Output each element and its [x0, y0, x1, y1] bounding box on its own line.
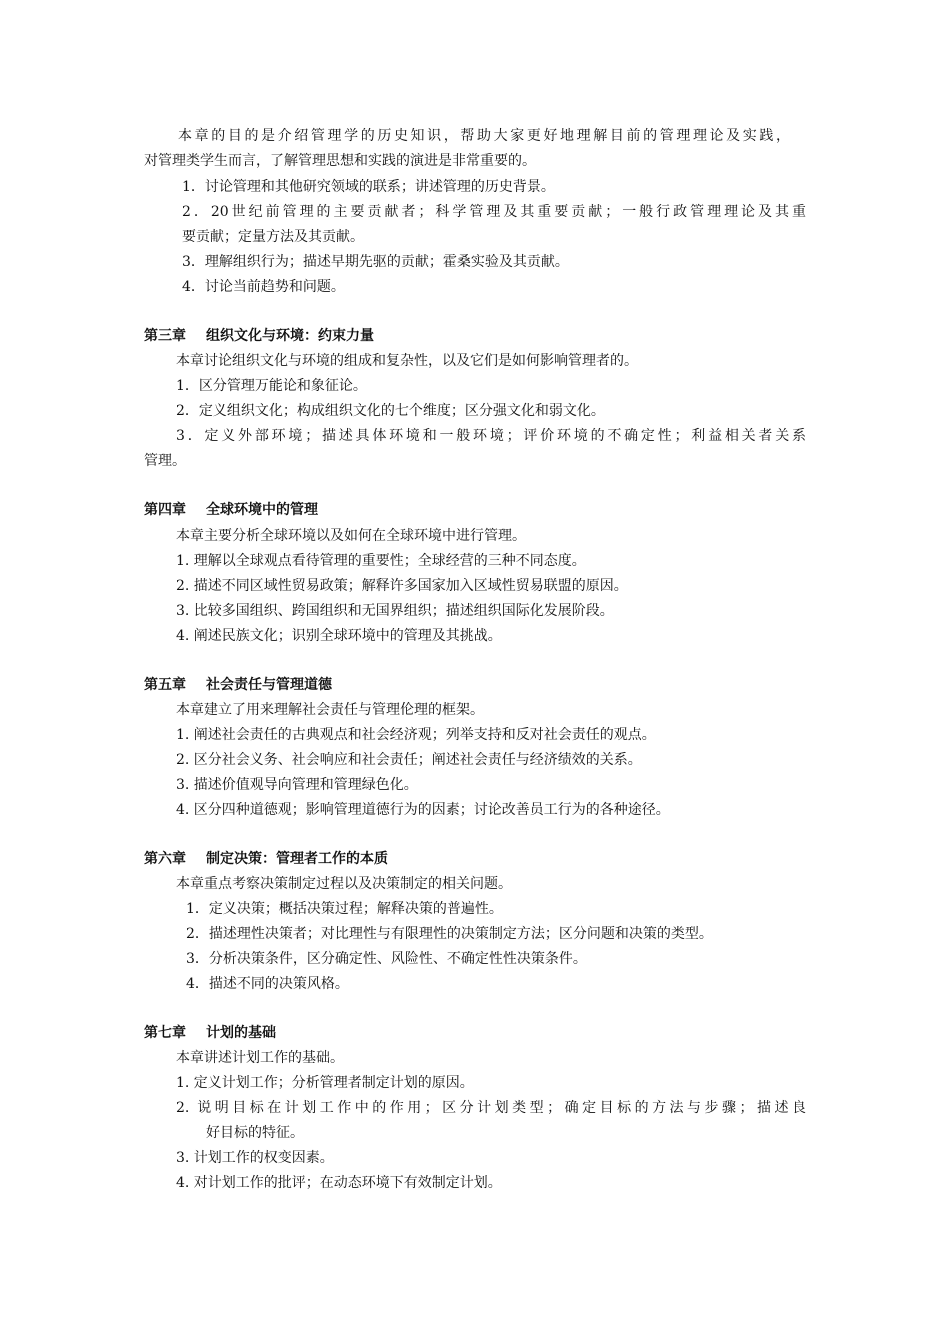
chapter-6-summary: 本章重点考察决策制定过程以及决策制定的相关问题。: [176, 876, 512, 892]
chapter-4-item-3: 3. 比较多国组织、跨国组织和无国界组织；描述组织国际化发展阶段。: [176, 603, 614, 619]
chapter-6-heading: [144, 849, 388, 869]
intro-item-3: 3．理解组织行为；描述早期先驱的贡献；霍桑实验及其贡献。: [182, 254, 569, 270]
chapter-3-item-3-line1: 3．定义外部环境；描述具体环境和一般环境；评价环境的不确定性；利益相关者关系: [176, 428, 806, 444]
chapter-5-number: 第五章: [144, 677, 186, 693]
chapter-7-item-2-line1: 2. 说明目标在计划工作中的作用；区分计划类型；确定目标的方法与步骤；描述良: [176, 1100, 806, 1116]
chapter-6-number: 第六章: [144, 851, 186, 867]
chapter-4-heading: [144, 500, 318, 520]
chapter-5-item-4: 4. 区分四种道德观；影响管理道德行为的因素；讨论改善员工行为的各种途径。: [176, 802, 670, 818]
chapter-3-title: 组织文化与环境：约束力量: [206, 328, 374, 344]
intro-paragraph-line1: 本章的目的是介绍管理学的历史知识，帮助大家更好地理解目前的管理理论及实践，: [178, 128, 790, 144]
chapter-5-item-1: 1. 阐述社会责任的古典观点和社会经济观；列举支持和反对社会责任的观点。: [176, 727, 656, 743]
chapter-5-heading: [144, 675, 332, 695]
intro-item-2-line2: 要贡献；定量方法及其贡献。: [182, 229, 364, 245]
chapter-5-item-2: 2. 区分社会义务、社会响应和社会责任；阐述社会责任与经济绩效的关系。: [176, 752, 642, 768]
chapter-6-item-4: 4．描述不同的决策风格。: [186, 976, 349, 992]
chapter-7-number: 第七章: [144, 1025, 186, 1041]
intro-paragraph-line2: 对管理类学生而言，了解管理思想和实践的演进是非常重要的。: [144, 153, 536, 169]
intro-item-4: 4．讨论当前趋势和问题。: [182, 279, 345, 295]
chapter-3-heading: [144, 326, 374, 346]
chapter-5-summary: 本章建立了用来理解社会责任与管理伦理的框架。: [176, 702, 484, 718]
chapter-4-item-2: 2. 描述不同区域性贸易政策；解释许多国家加入区域性贸易联盟的原因。: [176, 578, 628, 594]
chapter-7-item-3: 3. 计划工作的权变因素。: [176, 1150, 334, 1166]
chapter-4-item-1: 1. 理解以全球观点看待管理的重要性；全球经营的三种不同态度。: [176, 553, 586, 569]
intro-item-2-line1: 2．20世纪前管理的主要贡献者；科学管理及其重要贡献；一般行政管理理论及其重: [182, 204, 806, 220]
chapter-5-item-3: 3. 描述价值观导向管理和管理绿色化。: [176, 777, 418, 793]
chapter-4-summary: 本章主要分析全球环境以及如何在全球环境中进行管理。: [176, 528, 526, 544]
chapter-7-heading: [144, 1023, 276, 1043]
chapter-7-title: 计划的基础: [206, 1025, 276, 1041]
chapter-7-item-1: 1. 定义计划工作；分析管理者制定计划的原因。: [176, 1075, 474, 1091]
chapter-6-item-1: 1．定义决策；概括决策过程；解释决策的普遍性。: [186, 901, 503, 917]
chapter-3-item-1: 1．区分管理万能论和象征论。: [176, 378, 367, 394]
chapter-6-item-3: 3．分析决策条件，区分确定性、风险性、不确定性性决策条件。: [186, 951, 587, 967]
chapter-4-item-4: 4. 阐述民族文化；识别全球环境中的管理及其挑战。: [176, 628, 502, 644]
chapter-6-title: 制定决策：管理者工作的本质: [206, 851, 388, 867]
chapter-7-item-4: 4. 对计划工作的批评；在动态环境下有效制定计划。: [176, 1175, 502, 1191]
chapter-3-number: 第三章: [144, 328, 186, 344]
chapter-7-item-2-line2: 好目标的特征。: [206, 1125, 304, 1141]
chapter-4-number: 第四章: [144, 502, 186, 518]
intro-item-1: 1．讨论管理和其他研究领域的联系；讲述管理的历史背景。: [182, 179, 555, 195]
chapter-4-title: 全球环境中的管理: [206, 502, 318, 518]
chapter-3-item-2: 2．定义组织文化；构成组织文化的七个维度；区分强文化和弱文化。: [176, 403, 605, 419]
chapter-3-summary: 本章讨论组织文化与环境的组成和复杂性，以及它们是如何影响管理者的。: [176, 353, 638, 369]
chapter-3-item-3-line2: 管理。: [144, 453, 186, 469]
chapter-5-title: 社会责任与管理道德: [206, 677, 332, 693]
chapter-6-item-2: 2．描述理性决策者；对比理性与有限理性的决策制定方法；区分问题和决策的类型。: [186, 926, 713, 942]
chapter-7-summary: 本章讲述计划工作的基础。: [176, 1050, 344, 1066]
